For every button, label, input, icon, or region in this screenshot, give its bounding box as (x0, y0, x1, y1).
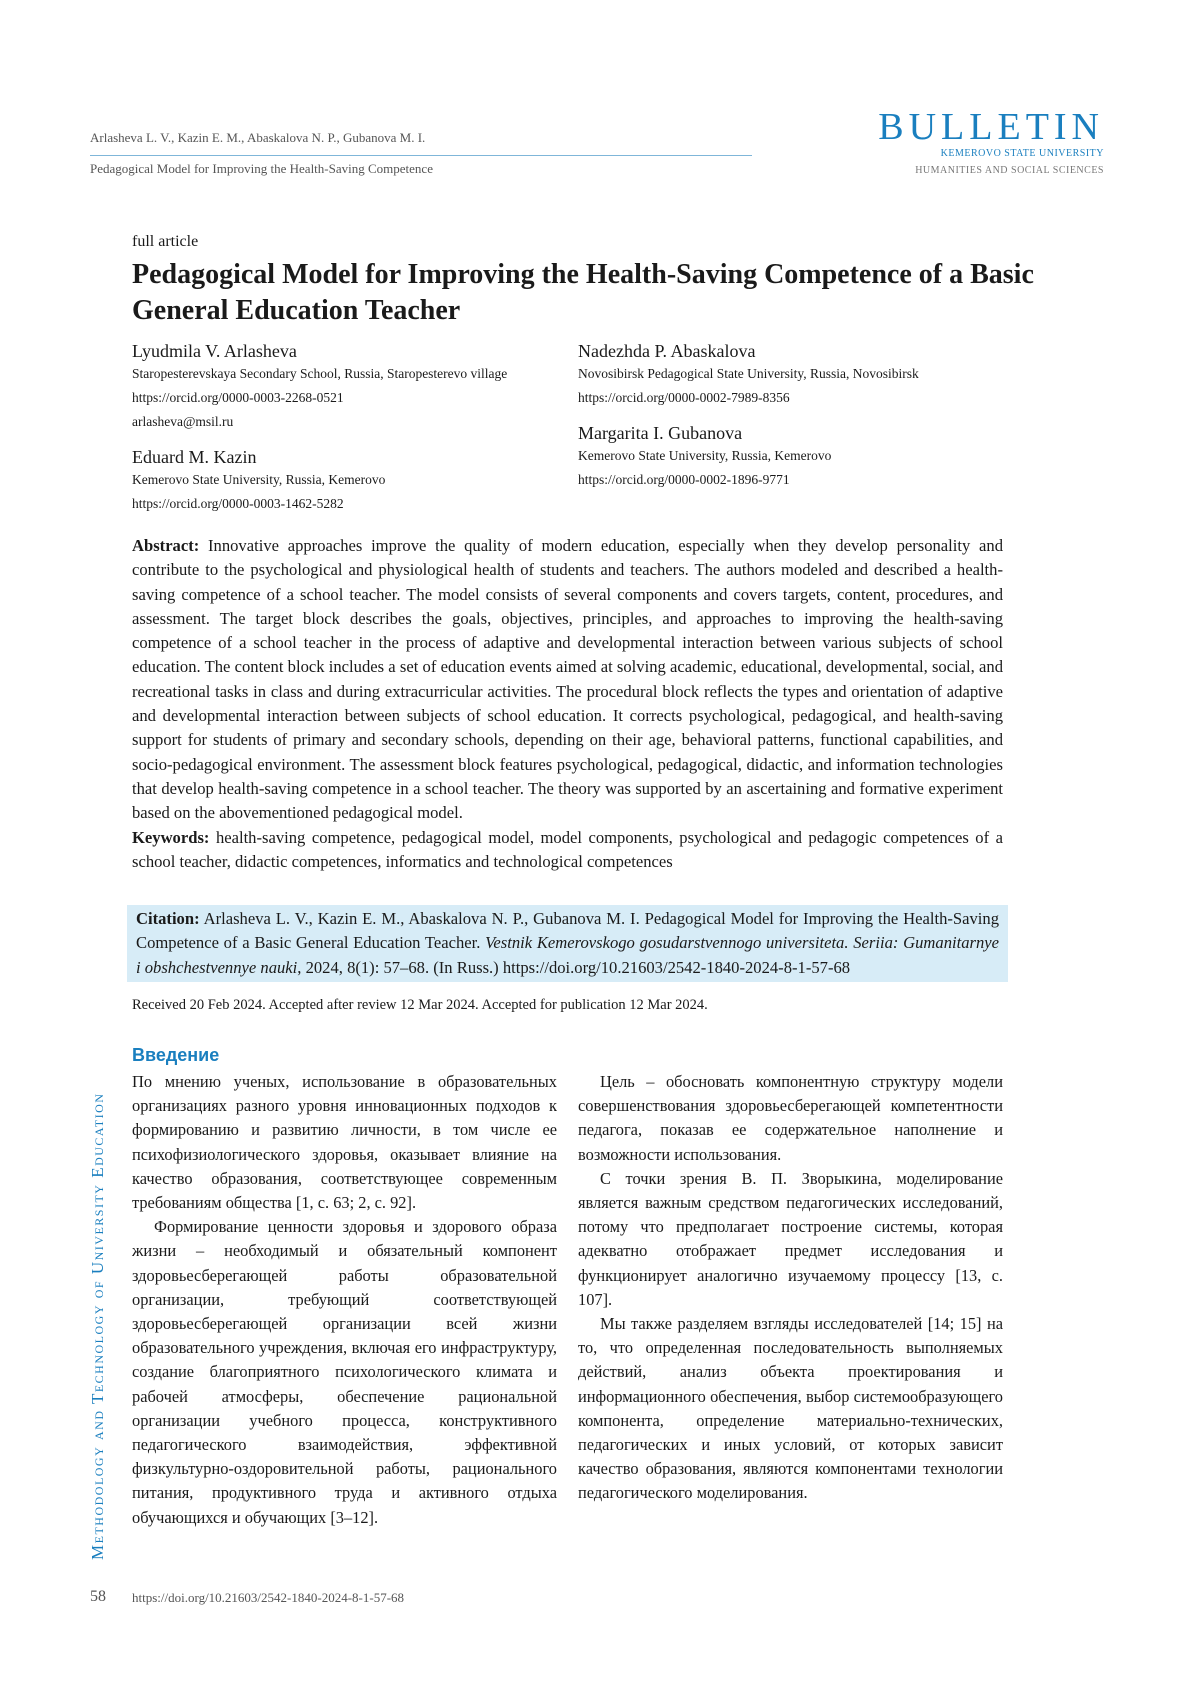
paragraph: Формирование ценности здоровья и здорового образа жизни – необходимый и обязательный компонент здоровьесберегающей работы образовательной организации, требующий соответствующей здоровьесберегающей организации всей жизни образовательного учреждения, включая его инфраструктуру, создание благоприятного психологического климата и рабочей атмосферы, обеспечение рациональной организации учебного процесса, конструктивного педагогического взаимодействия, эффективной физкультурно-оздоровительной работы, рационального питания, продуктивного труда и активного отдыха обучающихся и обучающих [3–12]. (132, 1215, 557, 1530)
abstract-text: Innovative approaches improve the quality of modern education, especially when they develop personality and contribute to the psychological and physiological health of students and teachers. The authors modeled and described a health-saving competence of a school teacher. The model consists of several components and covers targets, content, procedures, and assessment. The target block describes the goals, objectives, principles, and approaches to improving the health-saving competence of a school teacher in the process of adaptive and developmental interaction between various subjects of school education. The content block includes a set of education events aimed at solving academic, educational, developmental, social, and recreational tasks in class and during extracurricular activities. The procedural block reflects the types and orientation of adaptive and developmental interaction between subjects of school education. It corrects psychological, pedagogical, and health-saving support for students of primary and secondary schools, depending on their age, behavioral patterns, functional capabilities, and socio-pedagogical environment. The assessment block features psychological, pedagogical, didactic, and information technologies that develop health-saving competence in a school teacher. The theory was supported by an ascertaining and formative experiment based on the abovementioned pedagogical model. (132, 536, 1003, 822)
author-orcid[interactable]: https://orcid.org/0000-0002-1896-9771 (578, 468, 1008, 492)
section-side-label: Methodology and Technology of University Education (88, 1093, 108, 1560)
author-email[interactable]: arlasheva@msil.ru (132, 410, 562, 434)
author-name: Nadezhda P. Abaskalova (578, 340, 1008, 362)
footer-doi[interactable]: https://doi.org/10.21603/2542-1840-2024-8-1-57-68 (132, 1590, 404, 1606)
page-number: 58 (90, 1588, 106, 1606)
university-name: KEMEROVO STATE UNIVERSITY (878, 148, 1104, 159)
author-orcid[interactable]: https://orcid.org/0000-0003-1462-5282 (132, 492, 562, 516)
journal-name: BULLETIN (878, 108, 1104, 146)
citation-label: Citation: (136, 909, 200, 928)
citation-text: Arlasheva L. V., Kazin E. M., Abaskalova N. P., Gubanova M. I. Pedagogical Model for Improving the Health-Saving Competence of a Basic General Education Teacher. (136, 909, 999, 952)
section-heading: Введение (132, 1045, 219, 1066)
authors-left (132, 340, 562, 516)
keywords-text: health-saving competence, pedagogical model, model components, psychological and pedagogic competences of a school teacher, didactic competences, informatics and technological competences (132, 828, 1003, 871)
body-column-right (578, 1070, 1003, 1506)
body-column-left (132, 1070, 557, 1530)
journal-logo (878, 108, 1104, 176)
paragraph: Цель – обосновать компонентную структуру модели совершенствования здоровьесберегающей компетентности педагога, показав ее содержательное наполнение и возможности использования. (578, 1070, 1003, 1167)
citation-journal: Vestnik Kemerovskogo gosudarstvennogo universiteta. Seriia: Gumanitarnye i obshchestvennye nauki (136, 933, 999, 976)
author-orcid[interactable]: https://orcid.org/0000-0002-7989-8356 (578, 386, 1008, 410)
author-name: Lyudmila V. Arlasheva (132, 340, 562, 362)
paragraph: По мнению ученых, использование в образовательных организациях разного уровня инновационных подходов к формированию и развитию личности, в том числе ее психофизиологического здоровья, оказывает влияние на качество образования, соответствующее современным требованиям общества [1, с. 63; 2, с. 92]. (132, 1070, 557, 1215)
journal-series: HUMANITIES AND SOCIAL SCIENCES (878, 165, 1104, 176)
author-affiliation: Kemerovo State University, Russia, Kemerovo (578, 444, 1008, 468)
received-dates: Received 20 Feb 2024. Accepted after review 12 Mar 2024. Accepted for publication 12 Mar 2024. (132, 997, 708, 1014)
abstract (132, 534, 1003, 874)
citation-box (127, 905, 1008, 982)
authors-right (578, 340, 1008, 492)
author-affiliation: Staropesterevskaya Secondary School, Russia, Staropesterevo village (132, 362, 562, 386)
paragraph: Мы также разделяем взгляды исследователей [14; 15] на то, что определенная последовательность выполняемых действий, анализ объекта проектирования и информационного обеспечения, выбор системообразующего компонента, определение материально-технических, педагогических и иных условий, от которых зависит качество образования, являются компонентами технологии педагогического моделирования. (578, 1312, 1003, 1506)
citation-details[interactable]: , 2024, 8(1): 57–68. (In Russ.) https://doi.org/10.21603/2542-1840-2024-8-1-57-68 (297, 958, 850, 977)
author-orcid[interactable]: https://orcid.org/0000-0003-2268-0521 (132, 386, 562, 410)
author-affiliation: Novosibirsk Pedagogical State University, Russia, Novosibirsk (578, 362, 1008, 386)
abstract-label: Abstract: (132, 536, 199, 555)
article-title: Pedagogical Model for Improving the Health-Saving Competence of a Basic General Education Teacher (132, 257, 1092, 329)
author-affiliation: Kemerovo State University, Russia, Kemerovo (132, 468, 562, 492)
author-name: Margarita I. Gubanova (578, 422, 1008, 444)
article-type: full article (132, 233, 198, 251)
header-divider (90, 155, 752, 156)
author-name: Eduard M. Kazin (132, 446, 562, 468)
keywords-label: Keywords: (132, 828, 209, 847)
paragraph: С точки зрения В. П. Зворыкина, моделирование является важным средством педагогических исследований, потому что предполагает построение системы, которая адекватно отображает предмет исследования и функционирует аналогично изучаемому процессу [13, с. 107]. (578, 1167, 1003, 1312)
running-authors: Arlasheva L. V., Kazin E. M., Abaskalova N. P., Gubanova M. I. (90, 130, 425, 146)
running-title: Pedagogical Model for Improving the Health-Saving Competence (90, 161, 433, 177)
